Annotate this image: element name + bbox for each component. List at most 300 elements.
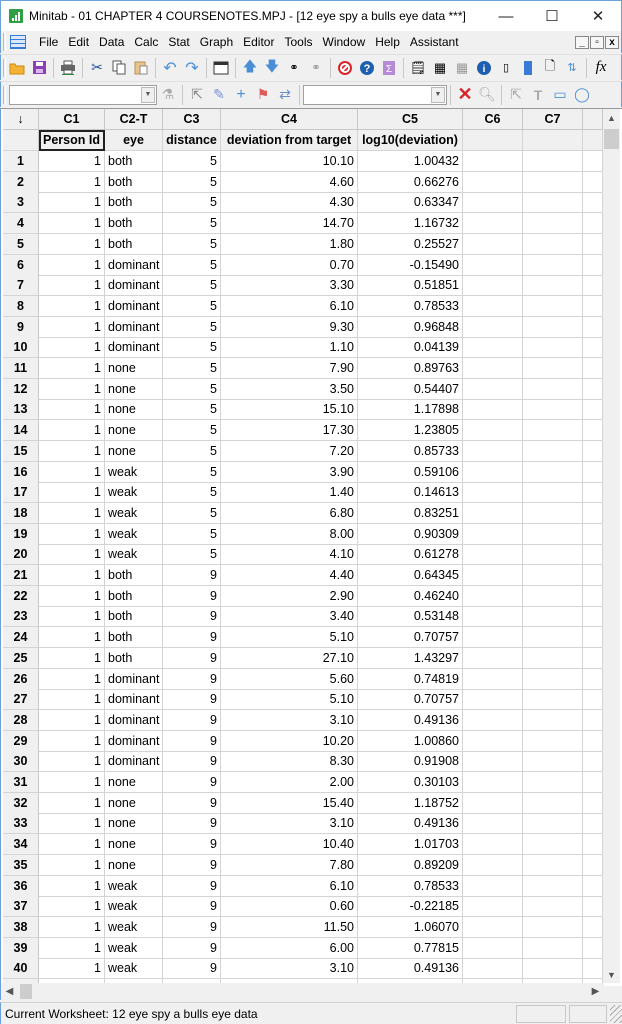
table-cell[interactable]: 0.70 [221, 255, 358, 276]
table-cell-empty[interactable] [523, 379, 583, 400]
table-cell-empty[interactable] [583, 855, 603, 876]
table-cell-empty[interactable] [523, 689, 583, 710]
table-cell[interactable]: weak [105, 896, 163, 917]
table-cell[interactable]: 1 [39, 255, 105, 276]
menu-calc[interactable]: Calc [134, 35, 159, 49]
row-header[interactable]: 36 [3, 876, 39, 897]
table-cell[interactable]: 1 [39, 772, 105, 793]
table-cell[interactable]: dominant [105, 337, 163, 358]
table-cell-empty[interactable] [523, 586, 583, 607]
table-cell[interactable]: both [105, 213, 163, 234]
table-cell-empty[interactable] [523, 772, 583, 793]
table-cell-empty[interactable] [463, 731, 523, 752]
row-header[interactable]: 27 [3, 689, 39, 710]
table-cell[interactable]: 1 [39, 793, 105, 814]
table-cell[interactable]: 1 [39, 813, 105, 834]
table-cell-empty[interactable] [583, 337, 603, 358]
table-cell-empty[interactable] [523, 751, 583, 772]
table-cell[interactable]: 1.00432 [358, 151, 463, 172]
table-cell[interactable]: dominant [105, 710, 163, 731]
table-cell-empty[interactable] [583, 917, 603, 938]
table-cell[interactable]: 1 [39, 606, 105, 627]
table-cell[interactable]: 3.10 [221, 710, 358, 731]
table-cell[interactable]: 5 [163, 192, 221, 213]
table-cell[interactable]: 0.04139 [358, 337, 463, 358]
table-cell-empty[interactable] [583, 627, 603, 648]
column-header-c7[interactable]: C7 [523, 109, 583, 130]
table-cell[interactable]: 10.10 [221, 151, 358, 172]
table-cell-empty[interactable] [463, 441, 523, 462]
menu-editor[interactable]: Editor [243, 35, 275, 49]
table-cell[interactable]: 0.85733 [358, 441, 463, 462]
table-cell-empty[interactable] [523, 482, 583, 503]
table-cell-empty[interactable] [463, 482, 523, 503]
table-cell[interactable]: 9 [163, 834, 221, 855]
table-cell[interactable]: weak [105, 524, 163, 545]
table-cell-empty[interactable] [523, 358, 583, 379]
table-cell[interactable]: 5 [163, 399, 221, 420]
table-cell[interactable]: 4.10 [221, 544, 358, 565]
table-cell-empty[interactable] [523, 710, 583, 731]
copy-icon[interactable] [108, 57, 130, 79]
table-cell-empty[interactable] [523, 876, 583, 897]
table-cell[interactable]: 3.10 [221, 958, 358, 979]
table-cell[interactable]: 8.30 [221, 751, 358, 772]
table-cell[interactable]: 0.78533 [358, 876, 463, 897]
table-cell[interactable]: none [105, 793, 163, 814]
table-cell-empty[interactable] [583, 606, 603, 627]
table-cell[interactable]: 5 [163, 358, 221, 379]
column-name-c4[interactable]: deviation from target [221, 130, 358, 151]
table-cell-empty[interactable] [583, 731, 603, 752]
table-cell[interactable]: 1.23805 [358, 420, 463, 441]
row-header[interactable]: 40 [3, 958, 39, 979]
table-cell[interactable]: both [105, 172, 163, 193]
graph-tool-dropdown[interactable] [303, 85, 447, 105]
table-cell-empty[interactable] [523, 275, 583, 296]
table-cell[interactable]: 5.10 [221, 689, 358, 710]
table-cell-empty[interactable] [583, 876, 603, 897]
table-cell[interactable]: 5 [163, 234, 221, 255]
table-cell[interactable]: 1 [39, 482, 105, 503]
select-all-corner[interactable]: ↓ [3, 109, 39, 130]
table-cell[interactable]: 0.51851 [358, 275, 463, 296]
row-header[interactable]: 6 [3, 255, 39, 276]
table-cell[interactable]: 1.17898 [358, 399, 463, 420]
table-cell-empty[interactable] [583, 192, 603, 213]
menu-tools[interactable]: Tools [284, 35, 313, 49]
help-icon[interactable] [356, 57, 378, 79]
minimize-button[interactable]: — [498, 7, 514, 25]
table-cell[interactable]: none [105, 813, 163, 834]
table-cell-empty[interactable] [523, 627, 583, 648]
table-cell-empty[interactable] [463, 234, 523, 255]
table-cell-empty[interactable] [463, 896, 523, 917]
table-cell[interactable]: 0.89763 [358, 358, 463, 379]
table-cell[interactable]: dominant [105, 669, 163, 690]
table-cell-empty[interactable] [523, 296, 583, 317]
row-header[interactable]: 38 [3, 917, 39, 938]
table-cell-empty[interactable] [463, 917, 523, 938]
pointer-icon[interactable]: ⇱ [191, 86, 203, 102]
table-cell[interactable]: 1.10 [221, 337, 358, 358]
crosshair-icon[interactable]: + [236, 85, 246, 103]
window-icon[interactable] [210, 57, 232, 79]
table-cell[interactable]: 1 [39, 503, 105, 524]
table-cell[interactable]: 5.60 [221, 669, 358, 690]
table-cell-empty[interactable] [523, 606, 583, 627]
table-cell[interactable]: 1.18752 [358, 793, 463, 814]
table-cell[interactable]: 1 [39, 275, 105, 296]
table-cell-empty[interactable] [523, 648, 583, 669]
table-cell[interactable]: 0.89209 [358, 855, 463, 876]
table-cell-empty[interactable] [463, 151, 523, 172]
column-name-c1[interactable]: Person Id [39, 130, 105, 151]
table-cell[interactable]: both [105, 586, 163, 607]
table-cell[interactable]: 7.20 [221, 441, 358, 462]
table-cell[interactable]: weak [105, 938, 163, 959]
table-cell-empty[interactable] [583, 462, 603, 483]
table-cell[interactable]: 0.25527 [358, 234, 463, 255]
table-cell[interactable]: 1 [39, 420, 105, 441]
table-cell[interactable]: 15.10 [221, 399, 358, 420]
table-cell-empty[interactable] [583, 172, 603, 193]
vertical-scrollbar[interactable] [603, 109, 620, 983]
table-cell-empty[interactable] [463, 255, 523, 276]
table-cell[interactable]: 5.10 [221, 627, 358, 648]
menu-stat[interactable]: Stat [168, 35, 190, 49]
text-icon[interactable]: T [533, 86, 543, 103]
table-cell[interactable]: 1 [39, 151, 105, 172]
table-cell[interactable]: 1 [39, 917, 105, 938]
table-cell[interactable]: 0.74819 [358, 669, 463, 690]
row-header[interactable]: 20 [3, 544, 39, 565]
scroll-left-icon[interactable]: ◀ [5, 986, 14, 997]
resize-grip-icon[interactable] [610, 1005, 622, 1023]
table-cell-empty[interactable] [523, 544, 583, 565]
table-cell-empty[interactable] [523, 669, 583, 690]
table-cell[interactable]: 1.40 [221, 482, 358, 503]
table-cell-empty[interactable] [583, 296, 603, 317]
session-window-icon[interactable]: 🗒 [409, 59, 427, 75]
row-header[interactable]: 31 [3, 772, 39, 793]
table-cell[interactable]: 27.10 [221, 648, 358, 669]
table-cell-empty[interactable] [463, 876, 523, 897]
table-cell-empty[interactable] [583, 565, 603, 586]
table-cell-empty[interactable] [583, 234, 603, 255]
table-cell[interactable]: 0.46240 [358, 586, 463, 607]
table-cell[interactable]: weak [105, 958, 163, 979]
column-header-c2-t[interactable]: C2-T [105, 109, 163, 130]
table-cell-empty[interactable] [583, 710, 603, 731]
table-cell-empty[interactable] [463, 399, 523, 420]
table-cell-empty[interactable] [523, 855, 583, 876]
table-cell[interactable]: dominant [105, 296, 163, 317]
graphs-icon[interactable]: ▦ [455, 59, 469, 75]
table-cell-empty[interactable] [463, 213, 523, 234]
menu-file[interactable]: File [39, 35, 59, 49]
swap-icon[interactable]: ⇄ [279, 86, 291, 102]
history-icon[interactable]: ▯ [502, 62, 510, 74]
table-cell-empty[interactable] [583, 255, 603, 276]
table-cell-empty[interactable] [583, 896, 603, 917]
next-brushed-row-icon[interactable]: 🡇 [264, 57, 280, 74]
table-cell[interactable]: 1 [39, 689, 105, 710]
table-cell-empty[interactable] [463, 275, 523, 296]
row-header[interactable]: 28 [3, 710, 39, 731]
report-pad-icon[interactable] [517, 57, 539, 79]
table-cell[interactable]: 1.43297 [358, 648, 463, 669]
table-cell-empty[interactable] [463, 855, 523, 876]
table-cell-empty[interactable] [463, 544, 523, 565]
table-cell[interactable]: 1.01703 [358, 834, 463, 855]
table-cell-empty[interactable] [583, 689, 603, 710]
table-cell-empty[interactable] [463, 834, 523, 855]
row-header[interactable]: 3 [3, 192, 39, 213]
table-cell-empty[interactable] [463, 710, 523, 731]
info-icon[interactable] [473, 57, 495, 79]
table-cell[interactable]: none [105, 420, 163, 441]
table-cell[interactable]: 5 [163, 482, 221, 503]
paste-icon[interactable] [130, 57, 152, 79]
table-cell[interactable]: 9.30 [221, 317, 358, 338]
table-cell[interactable]: 1 [39, 358, 105, 379]
table-cell-empty[interactable] [583, 482, 603, 503]
table-cell-empty[interactable] [583, 317, 603, 338]
table-cell[interactable]: 17.30 [221, 420, 358, 441]
table-cell[interactable]: 1.80 [221, 234, 358, 255]
row-header[interactable]: 19 [3, 524, 39, 545]
table-cell[interactable]: 1.16732 [358, 213, 463, 234]
table-cell[interactable]: 9 [163, 606, 221, 627]
table-cell[interactable]: none [105, 834, 163, 855]
table-cell[interactable]: 3.90 [221, 462, 358, 483]
table-cell[interactable]: 10.20 [221, 731, 358, 752]
table-cell[interactable]: 1 [39, 627, 105, 648]
column-name-c3[interactable]: distance [163, 130, 221, 151]
table-cell[interactable]: 0.66276 [358, 172, 463, 193]
open-project-icon[interactable] [6, 57, 28, 79]
table-cell-empty[interactable] [523, 813, 583, 834]
row-header[interactable]: 10 [3, 337, 39, 358]
table-cell[interactable]: 0.96848 [358, 317, 463, 338]
table-cell[interactable]: 4.60 [221, 172, 358, 193]
graph-element-dropdown[interactable] [9, 85, 157, 105]
child-close-button[interactable]: x [605, 36, 619, 49]
table-cell-empty[interactable] [523, 793, 583, 814]
table-cell[interactable]: 5 [163, 441, 221, 462]
table-cell[interactable]: 0.59106 [358, 462, 463, 483]
table-cell[interactable]: both [105, 648, 163, 669]
table-cell-empty[interactable] [463, 689, 523, 710]
table-cell-empty[interactable] [463, 358, 523, 379]
table-cell[interactable]: 0.49136 [358, 813, 463, 834]
row-header[interactable]: 17 [3, 482, 39, 503]
table-cell[interactable]: 9 [163, 565, 221, 586]
table-cell[interactable]: 9 [163, 627, 221, 648]
table-cell-empty[interactable] [583, 151, 603, 172]
column-name-c2-t[interactable]: eye [105, 130, 163, 151]
table-cell-empty[interactable] [523, 234, 583, 255]
table-cell-empty[interactable] [463, 172, 523, 193]
table-cell-empty[interactable] [583, 524, 603, 545]
table-cell-empty[interactable] [463, 627, 523, 648]
table-cell-empty[interactable] [463, 772, 523, 793]
scroll-up-icon[interactable]: ▲ [607, 112, 616, 123]
new-worksheet-icon[interactable]: 🗋 [544, 57, 556, 73]
project-manager-icon[interactable]: ⇅ [567, 62, 577, 74]
column-header-c6[interactable]: C6 [463, 109, 523, 130]
table-cell[interactable]: 1.06070 [358, 917, 463, 938]
select-icon[interactable]: ⇱ [510, 86, 522, 102]
statguide-icon[interactable] [378, 57, 400, 79]
brush-icon[interactable]: ⚗ [161, 86, 175, 102]
row-header[interactable]: 16 [3, 462, 39, 483]
previous-brushed-row-icon[interactable]: 🡅 [242, 57, 258, 74]
table-cell[interactable]: weak [105, 462, 163, 483]
table-cell[interactable]: 1 [39, 710, 105, 731]
table-cell[interactable]: 3.30 [221, 275, 358, 296]
table-cell[interactable]: 1 [39, 731, 105, 752]
table-cell[interactable]: 2.90 [221, 586, 358, 607]
table-cell-empty[interactable] [523, 172, 583, 193]
table-cell[interactable]: both [105, 606, 163, 627]
table-cell-empty[interactable] [463, 813, 523, 834]
table-cell[interactable]: dominant [105, 689, 163, 710]
table-cell[interactable]: 1 [39, 379, 105, 400]
table-cell-empty[interactable] [523, 399, 583, 420]
toolbar-grip[interactable] [3, 33, 6, 51]
table-cell[interactable]: 0.90309 [358, 524, 463, 545]
table-cell[interactable]: 0.30103 [358, 772, 463, 793]
table-cell[interactable]: 8.00 [221, 524, 358, 545]
table-cell-empty[interactable] [523, 896, 583, 917]
horizontal-scroll-thumb[interactable] [20, 984, 32, 999]
table-cell[interactable]: 1 [39, 958, 105, 979]
row-header[interactable]: 22 [3, 586, 39, 607]
table-cell-empty[interactable] [523, 337, 583, 358]
table-cell[interactable]: 1 [39, 834, 105, 855]
undo-icon[interactable]: ↶ [163, 59, 177, 77]
table-cell[interactable]: 1 [39, 234, 105, 255]
table-cell[interactable]: 7.90 [221, 358, 358, 379]
flag-icon[interactable]: ⚑ [256, 86, 270, 102]
table-cell-empty[interactable] [523, 834, 583, 855]
table-cell[interactable]: 5 [163, 544, 221, 565]
table-cell[interactable]: 5 [163, 379, 221, 400]
table-cell[interactable]: 9 [163, 813, 221, 834]
table-cell[interactable]: 9 [163, 751, 221, 772]
table-cell[interactable]: weak [105, 544, 163, 565]
table-cell-empty[interactable] [583, 772, 603, 793]
table-cell-empty[interactable] [523, 917, 583, 938]
table-cell[interactable]: 1 [39, 669, 105, 690]
print-icon[interactable] [57, 57, 79, 79]
table-cell[interactable]: 1 [39, 399, 105, 420]
column-header-partial[interactable] [583, 109, 603, 130]
menu-window[interactable]: Window [322, 35, 366, 49]
table-cell[interactable]: 0.60 [221, 896, 358, 917]
table-cell[interactable]: 5 [163, 275, 221, 296]
column-header-c4[interactable]: C4 [221, 109, 358, 130]
table-cell-empty[interactable] [523, 731, 583, 752]
table-cell-empty[interactable] [583, 420, 603, 441]
table-cell[interactable]: 1 [39, 524, 105, 545]
table-cell-empty[interactable] [523, 441, 583, 462]
table-cell-empty[interactable] [523, 213, 583, 234]
row-header[interactable]: 12 [3, 379, 39, 400]
table-cell-empty[interactable] [463, 462, 523, 483]
table-cell-empty[interactable] [523, 255, 583, 276]
table-cell[interactable]: weak [105, 917, 163, 938]
close-button[interactable]: ✕ [591, 8, 605, 25]
table-cell[interactable]: none [105, 772, 163, 793]
table-cell[interactable]: 5 [163, 420, 221, 441]
row-header[interactable]: 8 [3, 296, 39, 317]
table-cell[interactable]: 6.10 [221, 296, 358, 317]
row-header[interactable]: 35 [3, 855, 39, 876]
table-cell-empty[interactable] [523, 938, 583, 959]
table-cell[interactable]: 0.49136 [358, 958, 463, 979]
menu-edit[interactable]: Edit [68, 35, 90, 49]
table-cell[interactable]: 0.77815 [358, 938, 463, 959]
table-cell[interactable]: both [105, 565, 163, 586]
table-cell[interactable]: 5 [163, 296, 221, 317]
table-cell[interactable]: weak [105, 503, 163, 524]
find-icon[interactable]: ⚭ [289, 62, 299, 74]
cancel-icon[interactable] [334, 57, 356, 79]
table-cell[interactable]: dominant [105, 255, 163, 276]
table-cell[interactable]: 1 [39, 751, 105, 772]
table-cell-empty[interactable] [463, 586, 523, 607]
table-cell-empty[interactable] [463, 379, 523, 400]
table-cell[interactable]: 7.80 [221, 855, 358, 876]
table-cell[interactable]: 5 [163, 524, 221, 545]
table-cell[interactable]: 5 [163, 172, 221, 193]
table-cell-empty[interactable] [463, 524, 523, 545]
ellipse-icon[interactable]: ◯ [574, 86, 590, 102]
horizontal-scrollbar[interactable] [0, 983, 604, 1000]
redo-icon[interactable]: ↷ [185, 59, 199, 77]
row-header[interactable]: 15 [3, 441, 39, 462]
maximize-button[interactable]: ☐ [545, 8, 559, 25]
row-header[interactable]: 34 [3, 834, 39, 855]
table-cell[interactable]: 9 [163, 855, 221, 876]
table-cell[interactable]: 6.00 [221, 938, 358, 959]
table-cell-empty[interactable] [583, 503, 603, 524]
table-cell[interactable]: 1 [39, 544, 105, 565]
table-cell[interactable]: 9 [163, 648, 221, 669]
table-cell[interactable]: 15.40 [221, 793, 358, 814]
table-cell[interactable]: 1 [39, 337, 105, 358]
replace-icon[interactable]: ⚭ [311, 62, 321, 74]
save-icon[interactable] [28, 57, 50, 79]
table-cell[interactable]: 10.40 [221, 834, 358, 855]
table-cell-empty[interactable] [463, 565, 523, 586]
row-header[interactable]: 5 [3, 234, 39, 255]
table-cell-empty[interactable] [463, 503, 523, 524]
table-cell[interactable]: 1 [39, 896, 105, 917]
toolbar-grip[interactable] [3, 86, 6, 104]
table-cell-empty[interactable] [523, 151, 583, 172]
table-cell[interactable]: 9 [163, 772, 221, 793]
table-cell-empty[interactable] [583, 938, 603, 959]
table-cell[interactable]: dominant [105, 275, 163, 296]
table-cell[interactable]: 9 [163, 731, 221, 752]
row-header[interactable]: 21 [3, 565, 39, 586]
table-cell[interactable]: 0.78533 [358, 296, 463, 317]
table-cell-empty[interactable] [583, 544, 603, 565]
